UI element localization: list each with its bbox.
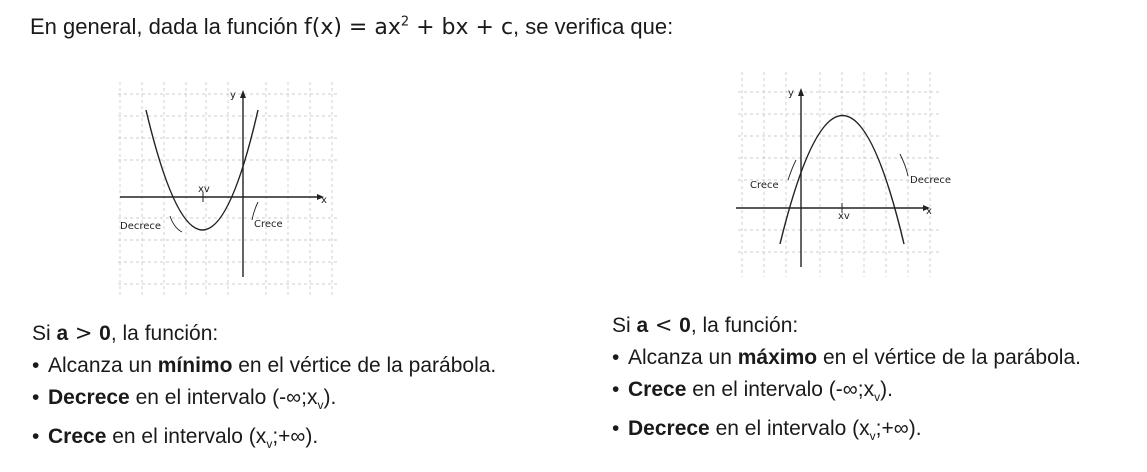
bullet-subscript: v [317, 398, 324, 413]
bullet-dot: • [612, 346, 620, 369]
left-bullet-3 [32, 421, 496, 460]
graph-downward-parabola [728, 62, 952, 282]
right-description [612, 309, 1081, 452]
bullet-text: Alcanza un [628, 346, 738, 369]
bullet-bold: Decrece [48, 386, 130, 409]
y-label: y [788, 88, 794, 99]
intro-sentence [30, 14, 673, 40]
heading-si: Si [612, 314, 637, 337]
bullet-text: ;+∞). [272, 425, 319, 449]
right-heading [612, 309, 1081, 342]
heading-operator: < [648, 313, 680, 337]
bullet-text: ;+∞). [875, 417, 922, 441]
intro-text-end: , se verifica que: [513, 14, 674, 39]
vertex-label: xv [198, 184, 210, 195]
bullet-subscript: v [869, 429, 876, 444]
intro-text: En general, dada la función [30, 14, 304, 39]
crece-annotation: Crece [254, 219, 283, 230]
bullet-text: ). [880, 378, 893, 401]
graph-left-svg [108, 72, 340, 302]
heading-zero: 0 [679, 314, 691, 337]
heading-a: a [56, 322, 69, 345]
left-bullet-2 [32, 382, 496, 421]
decrece-arrow [900, 154, 908, 176]
bullet-text: ). [323, 386, 337, 409]
right-bullet-2 [612, 374, 1081, 413]
right-bullet-1 [612, 342, 1081, 374]
left-heading [32, 317, 496, 350]
decrece-annotation: Decrece [910, 175, 952, 186]
formula-fx: f(x) = ax [303, 15, 401, 40]
heading-tail: , la función: [110, 322, 219, 345]
x-label: x [926, 206, 932, 217]
x-label: x [321, 195, 327, 206]
graph-upward-parabola [108, 72, 340, 302]
bullet-dot: • [612, 417, 620, 441]
heading-si: Si [32, 322, 57, 345]
bullet-bold: Decrece [628, 417, 710, 441]
bullet-text: Alcanza un [48, 354, 158, 377]
decrece-arrow [170, 216, 182, 232]
bullet-text: en el vértice de la parábola. [817, 346, 1081, 369]
bullet-text: en el intervalo (x [106, 425, 267, 449]
crece-arrow [252, 202, 258, 220]
formula-tail: + bx + c [409, 15, 514, 40]
bullet-bold: Crece [48, 425, 107, 449]
vertex-label: xv [838, 211, 850, 222]
bullet-text: en el intervalo (-∞;x [129, 386, 318, 409]
bullet-subscript: v [266, 437, 273, 452]
heading-zero: 0 [99, 322, 111, 345]
left-bullet-1 [32, 350, 496, 382]
decrece-annotation: Decrece [120, 221, 162, 232]
crece-arrow [788, 160, 796, 180]
bullet-text: en el vértice de la parábola. [232, 354, 497, 377]
bullet-text: en el intervalo (x [709, 417, 870, 441]
heading-tail: , la función: [690, 314, 799, 337]
bullet-bold: Crece [628, 378, 687, 401]
right-bullet-3 [612, 413, 1081, 452]
bullet-dot: • [32, 354, 40, 377]
heading-a: a [636, 314, 649, 337]
grid [118, 82, 338, 297]
bullet-dot: • [32, 386, 40, 409]
heading-operator: > [68, 321, 100, 345]
left-description [32, 317, 496, 460]
bullet-subscript: v [874, 390, 881, 405]
formula-exponent: 2 [400, 14, 410, 30]
bullet-bold: mínimo [157, 354, 233, 377]
bullet-dot: • [612, 378, 620, 401]
bullet-dot: • [32, 425, 40, 449]
bullet-bold: máximo [737, 346, 818, 369]
parabola-curve [146, 110, 258, 230]
graph-right-svg [728, 62, 952, 282]
bullet-text: en el intervalo (-∞;x [686, 378, 875, 401]
y-label: y [230, 90, 236, 101]
crece-annotation: Crece [750, 180, 779, 191]
formula [304, 15, 513, 40]
